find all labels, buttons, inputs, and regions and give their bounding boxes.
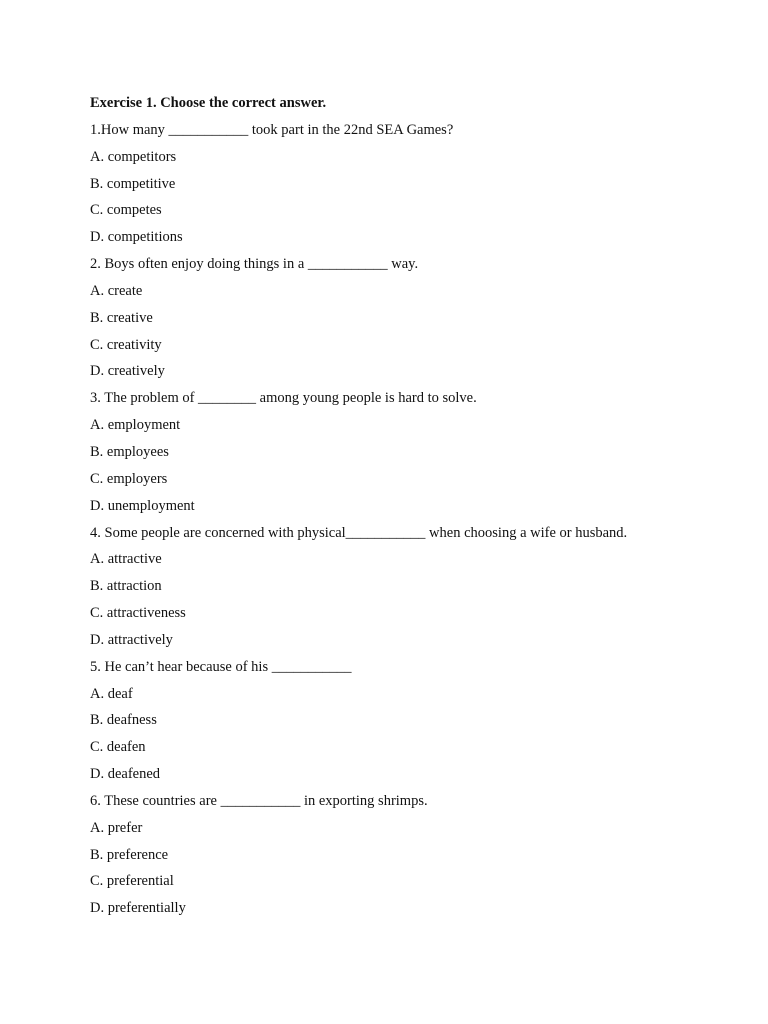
question-text: 4. Some people are concerned with physical___________ when choosing a wife or husband. xyxy=(90,524,628,541)
answer-option: C. creativity xyxy=(90,336,162,353)
answer-option: D. preferentially xyxy=(90,900,186,917)
exercise-title: Exercise 1. Choose the correct answer. xyxy=(90,95,327,111)
answer-option: C. deafen xyxy=(90,739,146,756)
answer-option: A. employment xyxy=(90,417,181,434)
question-text: 6. These countries are ___________ in exporting shrimps. xyxy=(90,792,428,809)
answer-option: A. competitors xyxy=(90,148,177,165)
question-5 xyxy=(90,656,730,790)
question-text: 3. The problem of ________ among young people is hard to solve. xyxy=(90,390,477,407)
exercise-content xyxy=(90,92,730,924)
question-6 xyxy=(90,790,730,924)
answer-option: C. competes xyxy=(90,202,162,219)
answer-option: D. deafened xyxy=(90,766,161,783)
answer-option: D. competitions xyxy=(90,229,183,246)
question-text: 5. He can’t hear because of his ___________ xyxy=(90,658,352,675)
question-3 xyxy=(90,387,730,521)
answer-option: B. employees xyxy=(90,443,169,460)
answer-option: D. creatively xyxy=(90,363,165,380)
answer-option: B. deafness xyxy=(90,712,157,729)
answer-option: B. attraction xyxy=(90,578,162,595)
answer-option: A. prefer xyxy=(90,819,143,836)
answer-option: D. attractively xyxy=(90,631,173,648)
answer-option: C. attractiveness xyxy=(90,605,186,622)
answer-option: B. preference xyxy=(90,846,169,863)
answer-option: A. attractive xyxy=(90,551,162,568)
answer-option: A. deaf xyxy=(90,685,133,702)
question-text: 2. Boys often enjoy doing things in a ___________ way. xyxy=(90,256,419,273)
answer-option: C. preferential xyxy=(90,873,174,890)
question-text: 1.How many ___________ took part in the 22nd SEA Games? xyxy=(90,121,454,138)
question-1 xyxy=(90,119,730,253)
answer-option: C. employers xyxy=(90,470,168,487)
answer-option: B. creative xyxy=(90,309,153,326)
question-4 xyxy=(90,522,730,656)
answer-option: B. competitive xyxy=(90,175,176,192)
question-2 xyxy=(90,253,730,387)
answer-option: A. create xyxy=(90,282,143,299)
answer-option: D. unemployment xyxy=(90,497,195,514)
